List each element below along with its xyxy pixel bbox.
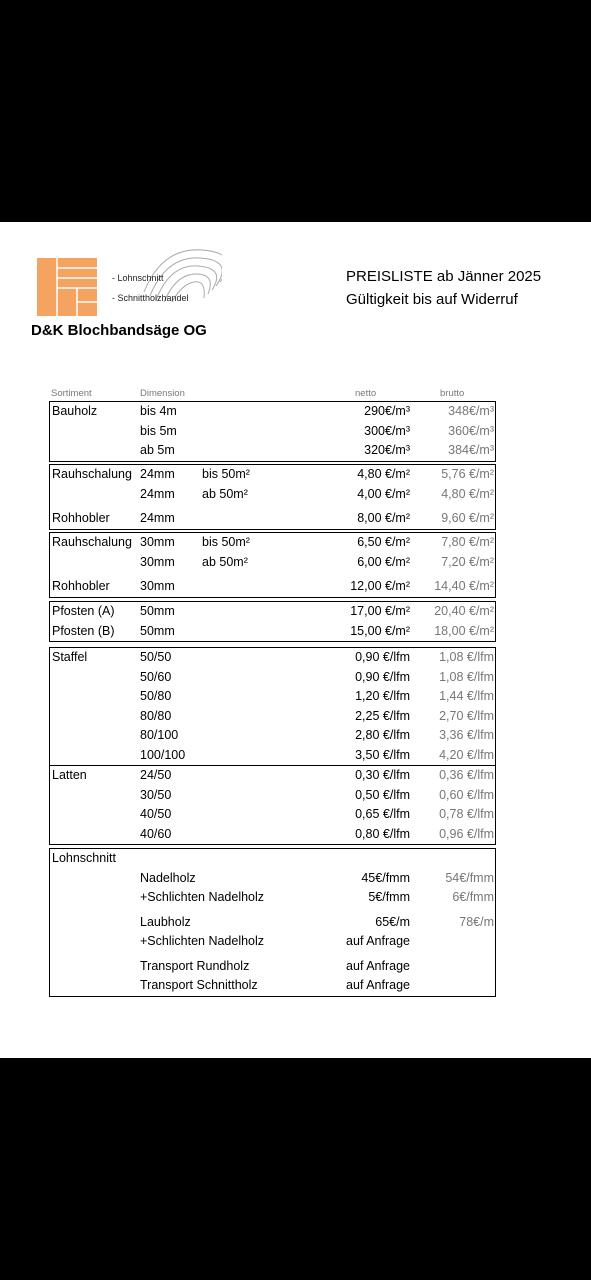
netto-price-cell: 4,00 €/m²: [357, 486, 410, 501]
table-row: [50, 533, 495, 553]
brutto-price-cell: 6€/fmm: [452, 890, 494, 904]
sortiment-cell: Bauholz: [52, 404, 98, 418]
brutto-price-cell: 7,20 €/m²: [441, 554, 494, 569]
company-logo: [37, 258, 97, 316]
netto-price-cell: 2,25 €/lfm: [355, 708, 410, 723]
sortiment-cell: Pfosten (B): [52, 623, 115, 638]
tagline-schnittholzhandel: - Schnittholzhandel: [112, 293, 189, 303]
dimension-cell: 30mm: [140, 535, 175, 549]
dimension-cell: 30mm: [140, 554, 175, 569]
tagline-lohnschnitt: - Lohnschnitt: [112, 273, 164, 283]
netto-price-cell: 4,80 €/m²: [357, 467, 410, 481]
sortiment-cell: Staffel: [52, 650, 88, 664]
brutto-price-cell: 18,00 €/m²: [434, 623, 494, 638]
netto-price-cell: 17,00 €/m²: [350, 604, 410, 618]
table-row: [50, 577, 495, 597]
netto-price-cell: 45€/fmm: [361, 870, 410, 885]
price-list-page: [0, 222, 591, 1058]
table-row: [50, 976, 495, 996]
table-row: [50, 786, 495, 806]
netto-price-cell: 0,90 €/lfm: [355, 650, 410, 664]
brutto-price-cell: 3,36 €/lfm: [439, 728, 494, 742]
brutto-price-cell: 0,36 €/lfm: [439, 768, 494, 782]
dimension-cell: 50/80: [140, 689, 172, 703]
brutto-price-cell: 1,08 €/lfm: [439, 669, 494, 684]
dimension-cell: 30/50: [140, 787, 172, 802]
column-header-dimension: Dimension: [140, 388, 185, 399]
dimension-cell: bis 4m: [140, 404, 177, 418]
brutto-price-cell: 384€/m³: [448, 443, 494, 457]
sortiment-cell: Latten: [52, 768, 87, 782]
netto-price-cell: auf Anfrage: [346, 958, 410, 973]
table-row: [50, 913, 495, 933]
brutto-price-cell: 348€/m³: [448, 404, 494, 418]
dimension-cell: 24mm: [140, 467, 175, 481]
table-row: [50, 766, 495, 786]
brutto-price-cell: 7,80 €/m²: [441, 535, 494, 549]
dimension-cell: 30mm: [140, 579, 175, 593]
brutto-price-cell: 5,76 €/m²: [441, 467, 494, 481]
dimension-cell: Nadelholz: [140, 870, 196, 885]
dimension-cell: +Schlichten Nadelholz: [140, 934, 265, 948]
dimension-cell: 24mm: [140, 486, 175, 501]
netto-price-cell: 320€/m³: [364, 443, 410, 457]
table-row: [50, 668, 495, 688]
dimension-cell: 24mm: [140, 511, 175, 525]
netto-price-cell: 12,00 €/m²: [350, 579, 410, 593]
netto-price-cell: 0,50 €/lfm: [355, 787, 410, 802]
table-row: [50, 849, 495, 869]
table-row: [50, 726, 495, 746]
dimension-cell: Transport Schnittholz: [140, 978, 258, 992]
table-row: [50, 622, 495, 642]
netto-price-cell: 6,00 €/m²: [357, 554, 410, 569]
netto-price-cell: auf Anfrage: [346, 978, 410, 992]
price-group: [49, 848, 496, 997]
validity-note: Gültigkeit bis auf Widerruf: [346, 291, 518, 308]
size-range-cell: ab 50m²: [202, 486, 248, 501]
brutto-price-cell: 14,40 €/m²: [434, 579, 494, 593]
size-range-cell: bis 50m²: [202, 535, 250, 549]
brutto-price-cell: 0,60 €/lfm: [439, 787, 494, 802]
dimension-cell: 50mm: [140, 604, 175, 618]
price-group: [49, 765, 496, 845]
table-row: [50, 441, 495, 461]
table-row: [50, 687, 495, 707]
dimension-cell: 100/100: [140, 747, 186, 762]
column-header-brutto: brutto: [440, 388, 465, 399]
sortiment-cell: Pfosten (A): [52, 604, 115, 618]
price-list-title: PREISLISTE ab Jänner 2025: [346, 268, 542, 285]
sortiment-cell: Rohhobler: [52, 511, 110, 525]
dimension-cell: 24/50: [140, 768, 172, 782]
brutto-price-cell: 1,44 €/lfm: [439, 689, 494, 703]
brutto-price-cell: 2,70 €/lfm: [439, 708, 494, 723]
sortiment-cell: Lohnschnitt: [52, 851, 116, 865]
table-row: [50, 869, 495, 889]
column-header-sortiment: Sortiment: [51, 388, 92, 399]
sortiment-cell: Rauhschalung: [52, 467, 132, 481]
netto-price-cell: 290€/m³: [364, 404, 410, 418]
price-group: [49, 647, 496, 766]
table-row: [50, 402, 495, 422]
brutto-price-cell: 54€/fmm: [445, 870, 494, 885]
dimension-cell: 50/50: [140, 650, 172, 664]
dimension-cell: ab 5m: [140, 443, 175, 457]
table-row: [50, 509, 495, 529]
table-row: [50, 485, 495, 505]
netto-price-cell: 6,50 €/m²: [357, 535, 410, 549]
table-row: [50, 805, 495, 825]
price-group: [49, 601, 496, 642]
netto-price-cell: 0,30 €/lfm: [355, 768, 410, 782]
netto-price-cell: 3,50 €/lfm: [355, 747, 410, 762]
brutto-price-cell: 0,96 €/lfm: [439, 826, 494, 841]
brutto-price-cell: 1,08 €/lfm: [439, 650, 494, 664]
price-group: [49, 464, 496, 530]
netto-price-cell: 5€/fmm: [368, 890, 410, 904]
netto-price-cell: 0,65 €/lfm: [355, 807, 410, 821]
table-row: [50, 746, 495, 766]
dimension-cell: bis 5m: [140, 423, 177, 438]
price-group: [49, 532, 496, 598]
size-range-cell: bis 50m²: [202, 467, 250, 481]
brutto-price-cell: 360€/m³: [448, 423, 494, 438]
table-row: [50, 825, 495, 845]
netto-price-cell: 300€/m³: [364, 423, 410, 438]
price-group: [49, 401, 496, 462]
size-range-cell: ab 50m²: [202, 554, 248, 569]
dimension-cell: 50/60: [140, 669, 172, 684]
brutto-price-cell: 20,40 €/m²: [434, 604, 494, 618]
company-name: D&K Blochbandsäge OG: [31, 322, 207, 339]
dimension-cell: 50mm: [140, 623, 175, 638]
table-row: [50, 553, 495, 573]
dimension-cell: +Schlichten Nadelholz: [140, 890, 265, 904]
netto-price-cell: 15,00 €/m²: [350, 623, 410, 638]
netto-price-cell: auf Anfrage: [346, 934, 410, 948]
table-row: [50, 957, 495, 977]
brutto-price-cell: 0,78 €/lfm: [439, 807, 494, 821]
dimension-cell: 40/60: [140, 826, 172, 841]
table-row: [50, 465, 495, 485]
brutto-price-cell: 9,60 €/m²: [441, 511, 494, 525]
dimension-cell: 80/80: [140, 708, 172, 723]
column-header-netto: netto: [355, 388, 377, 399]
netto-price-cell: 8,00 €/m²: [357, 511, 410, 525]
netto-price-cell: 1,20 €/lfm: [355, 689, 410, 703]
table-row: [50, 648, 495, 668]
dimension-cell: Laubholz: [140, 914, 191, 929]
brutto-price-cell: 78€/m: [459, 914, 494, 929]
dimension-cell: Transport Rundholz: [140, 958, 250, 973]
sortiment-cell: Rauhschalung: [52, 535, 132, 549]
netto-price-cell: 2,80 €/lfm: [355, 728, 410, 742]
table-row: [50, 602, 495, 622]
brutto-price-cell: 4,20 €/lfm: [439, 747, 494, 762]
table-row: [50, 422, 495, 442]
netto-price-cell: 0,90 €/lfm: [355, 669, 410, 684]
brutto-price-cell: 4,80 €/m²: [441, 486, 494, 501]
table-row: [50, 932, 495, 952]
dimension-cell: 40/50: [140, 807, 172, 821]
dimension-cell: 80/100: [140, 728, 179, 742]
netto-price-cell: 65€/m: [375, 914, 410, 929]
sortiment-cell: Rohhobler: [52, 579, 110, 593]
table-row: [50, 707, 495, 727]
netto-price-cell: 0,80 €/lfm: [355, 826, 410, 841]
table-row: [50, 888, 495, 908]
